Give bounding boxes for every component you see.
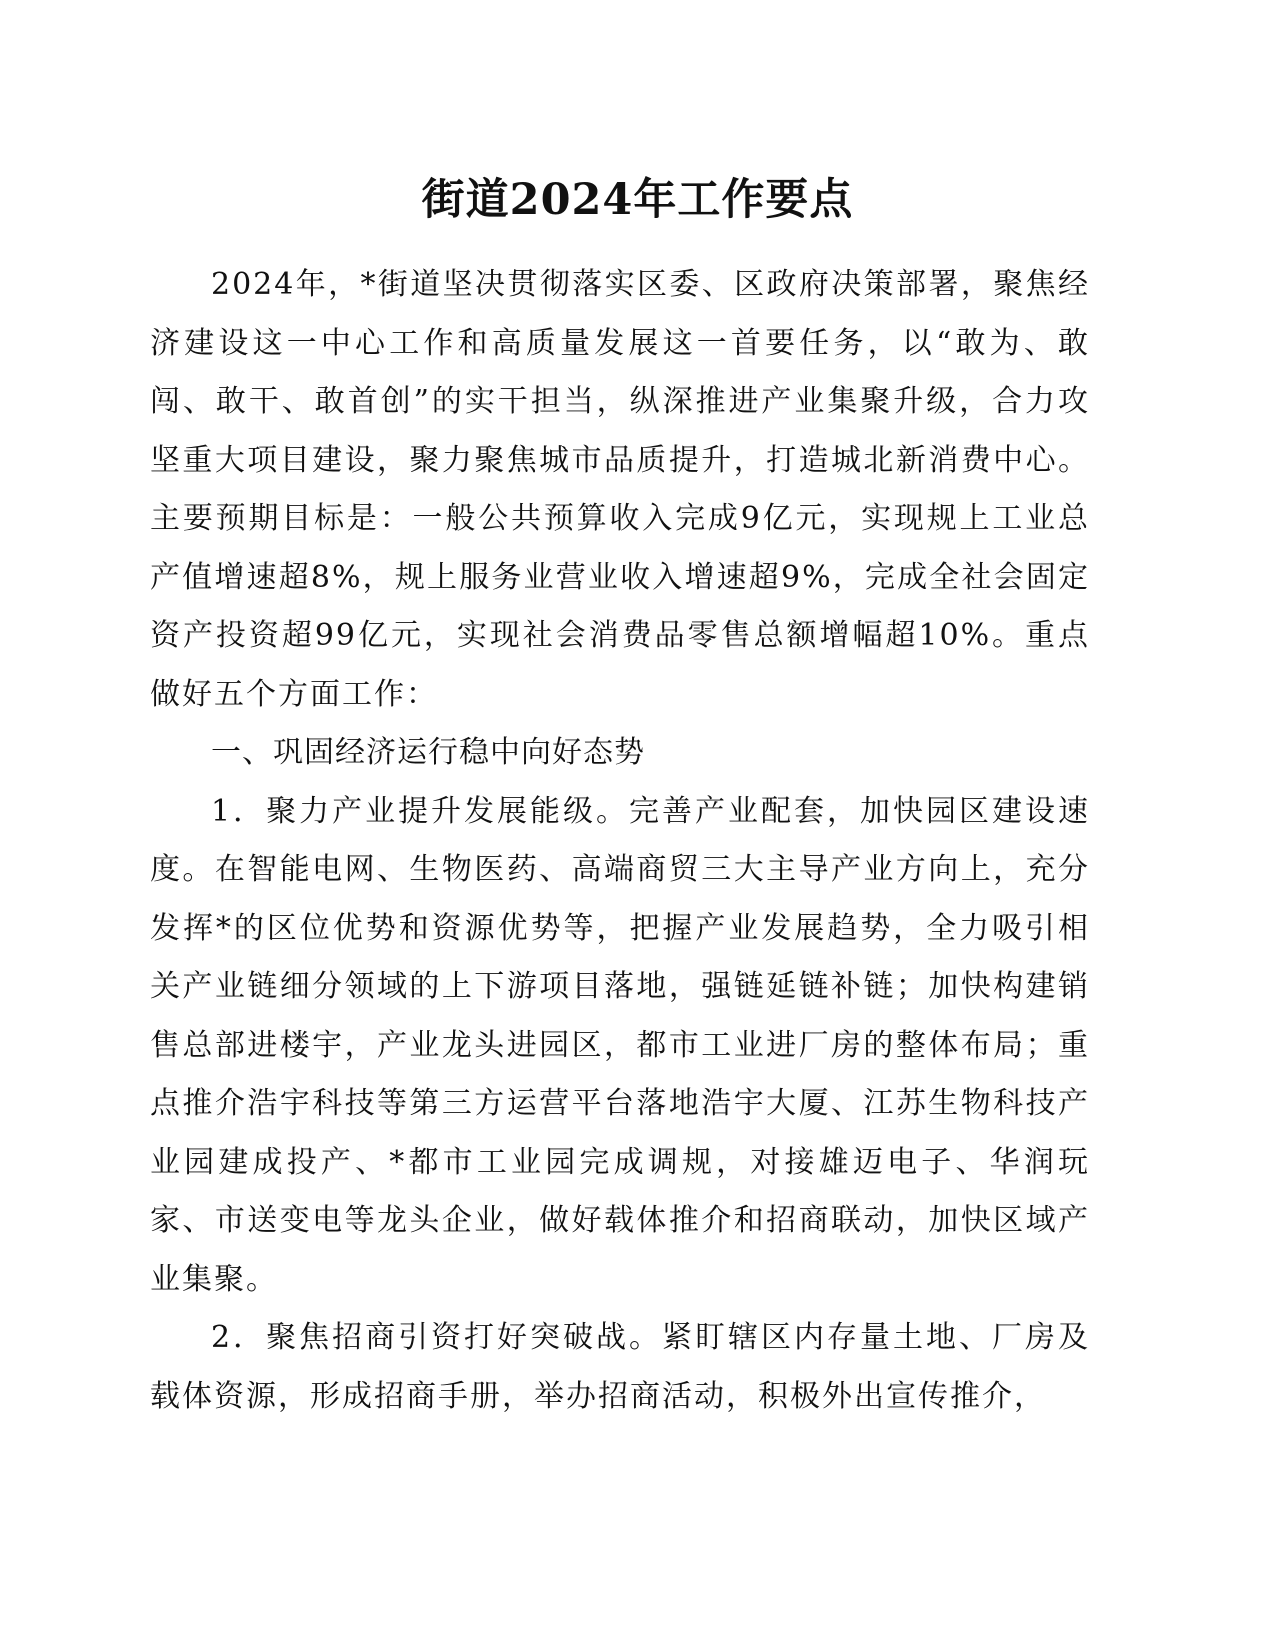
intro-paragraph: 2024年，*街道坚决贯彻落实区委、区政府决策部署，聚焦经济建设这一中心工作和高质量发展这一首要任务，以“敢为、敢闯、敢干、敢首创”的实干担当，纵深推进产业集聚升级，合力攻坚重大项目建设，聚力聚焦城市品质提升，打造城北新消费中心。主要预期目标是：一般公共预算收入完成9亿元，实现规上工业总产值增速超8%，规上服务业营业收入增速超9%，完成全社会固定资产投资超99亿元，实现社会消费品零售总额增幅超10%。重点做好五个方面工作：: [150, 267, 1090, 712]
document-body: [150, 256, 1090, 1426]
document-title: 街道2024年工作要点: [421, 175, 854, 225]
section-heading: 一、巩固经济运行稳中向好态势: [211, 735, 645, 770]
item-2-paragraph: 2．聚焦招商引资打好突破战。紧盯辖区内存量土地、厂房及载体资源，形成招商手册，举办招商活动，积极外出宣传推介，: [150, 1320, 1090, 1414]
item-1-paragraph: 1．聚力产业提升发展能级。完善产业配套，加快园区建设速度。在智能电网、生物医药、高端商贸三大主导产业方向上，充分发挥*的区位优势和资源优势等，把握产业发展趋势，全力吸引相关产业链细分领域的上下游项目落地，强链延链补链；加快构建销售总部进楼宇，产业龙头进园区，都市工业进厂房的整体布局；重点推介浩宇科技等第三方运营平台落地浩宇大厦、江苏生物科技产业园建成投产、*都市工业园完成调规，对接雄迈电子、华润玩家、市送变电等龙头企业，做好载体推介和招商联动，加快区域产业集聚。: [150, 793, 1090, 1297]
